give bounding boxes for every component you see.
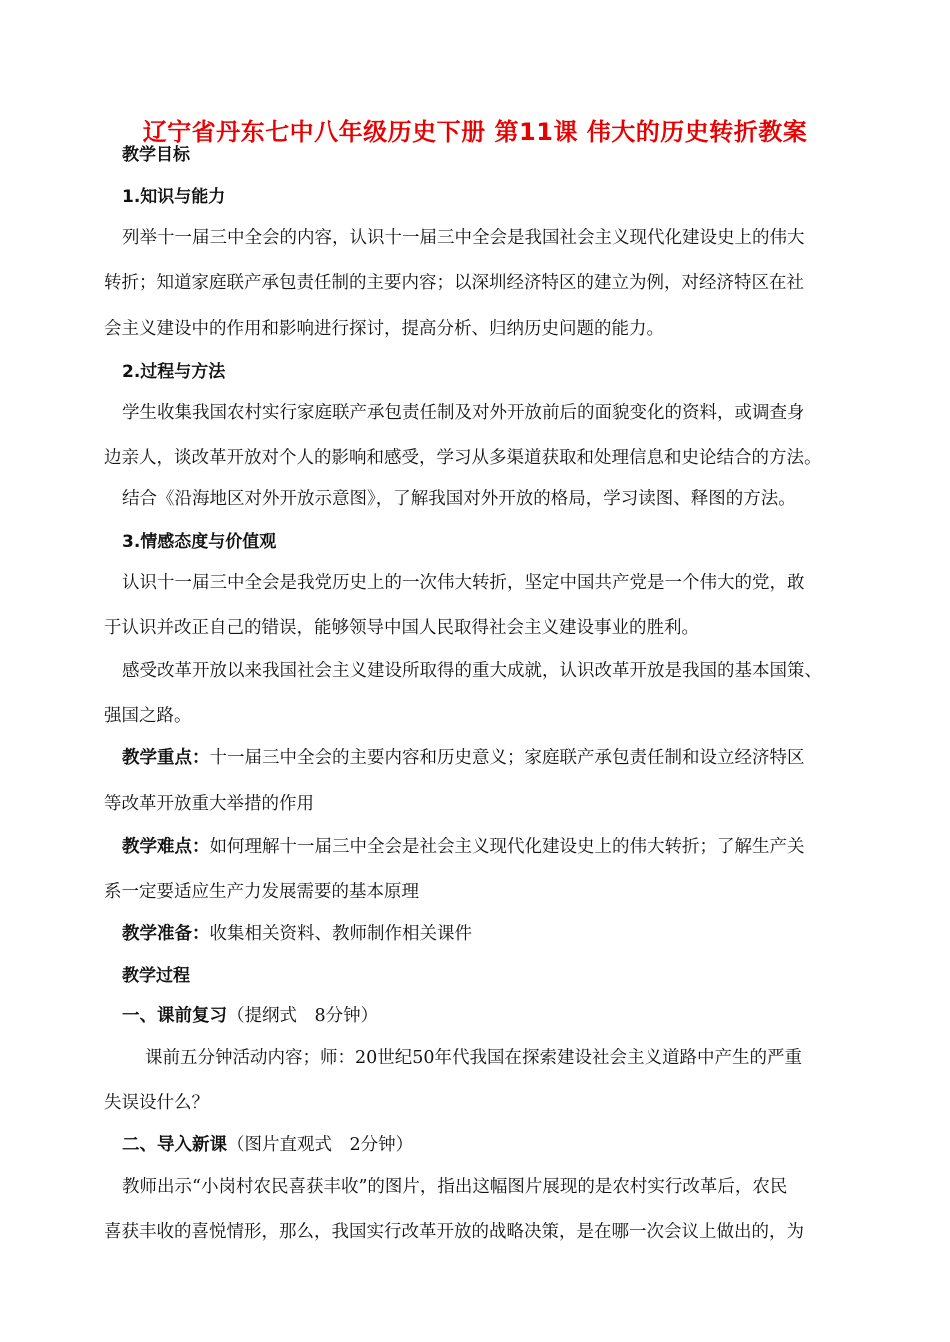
part2-heading-line — [122, 1133, 413, 1157]
paragraph-line: 转折；知道家庭联产承包责任制的主要内容；以深圳经济特区的建立为例，对经济特区在社 — [104, 273, 804, 293]
paragraph-line: 系一定要适应生产力发展需要的基本原理 — [104, 882, 419, 902]
paragraph-line: 课前五分钟活动内容；师：20世纪50年代我国在探索建设社会主义道路中产生的严重 — [145, 1048, 803, 1068]
part1-label: 一、课前复习 — [122, 1006, 227, 1026]
paragraph-line: 于认识并改正自己的错误，能够领导中国人民取得社会主义建设事业的胜利。 — [104, 618, 699, 638]
process-method-heading: 2.过程与方法 — [122, 362, 226, 382]
key-points-line — [122, 746, 805, 770]
document-title: 辽宁省丹东七中八年级历史下册 第11课 伟大的历史转折教案 — [142, 118, 808, 146]
paragraph-line: 边亲人，谈改革开放对个人的影响和感受，学习从多渠道获取和处理信息和史论结合的方法。 — [104, 448, 822, 468]
part1-heading-line — [122, 1004, 378, 1028]
paragraph-line: 强国之路。 — [104, 706, 192, 726]
paragraph-line: 感受改革开放以来我国社会主义建设所取得的重大成就，认识改革开放是我国的基本国策、 — [122, 661, 822, 681]
preparation-text: 收集相关资料、教师制作相关课件 — [209, 924, 472, 944]
paragraph-line: 会主义建设中的作用和影响进行探讨，提高分析、归纳历史问题的能力。 — [104, 319, 664, 339]
paragraph-line: 结合《沿海地区对外开放示意图》，了解我国对外开放的格局，学习读图、释图的方法。 — [122, 489, 796, 509]
key-points-label: 教学重点： — [122, 748, 210, 768]
preparation-line — [122, 922, 472, 946]
paragraph-line: 喜获丰收的喜悦情形，那么，我国实行改革开放的战略决策，是在哪一次会议上做出的，为 — [104, 1222, 804, 1242]
difficulties-line — [122, 835, 805, 859]
values-heading: 3.情感态度与价值观 — [122, 532, 277, 552]
knowledge-ability-heading: 1.知识与能力 — [122, 187, 226, 207]
objectives-heading: 教学目标 — [122, 145, 190, 165]
part1-note: （提纲式 8分钟） — [227, 1006, 379, 1026]
paragraph-line: 等改革开放重大举措的作用 — [104, 794, 314, 814]
preparation-label: 教学准备： — [122, 924, 210, 944]
key-points-text: 十一届三中全会的主要内容和历史意义；家庭联产承包责任制和设立经济特区 — [209, 748, 805, 768]
difficulties-label: 教学难点： — [122, 837, 210, 857]
part2-label: 二、导入新课 — [122, 1135, 227, 1155]
paragraph-line: 学生收集我国农村实行家庭联产承包责任制及对外开放前后的面貌变化的资料，或调查身 — [122, 403, 805, 423]
paragraph-line: 认识十一届三中全会是我党历史上的一次伟大转折，坚定中国共产党是一个伟大的党，敢 — [122, 573, 805, 593]
paragraph-line: 教师出示“小岗村农民喜获丰收”的图片，指出这幅图片展现的是农村实行改革后，农民 — [122, 1177, 788, 1197]
difficulties-text: 如何理解十一届三中全会是社会主义现代化建设史上的伟大转折；了解生产关 — [209, 837, 805, 857]
paragraph-line: 列举十一届三中全会的内容，认识十一届三中全会是我国社会主义现代化建设史上的伟大 — [122, 228, 805, 248]
paragraph-line: 失误设什么？ — [104, 1093, 209, 1113]
part2-note: （图片直观式 2分钟） — [227, 1135, 414, 1155]
teaching-process-heading: 教学过程 — [122, 966, 190, 986]
